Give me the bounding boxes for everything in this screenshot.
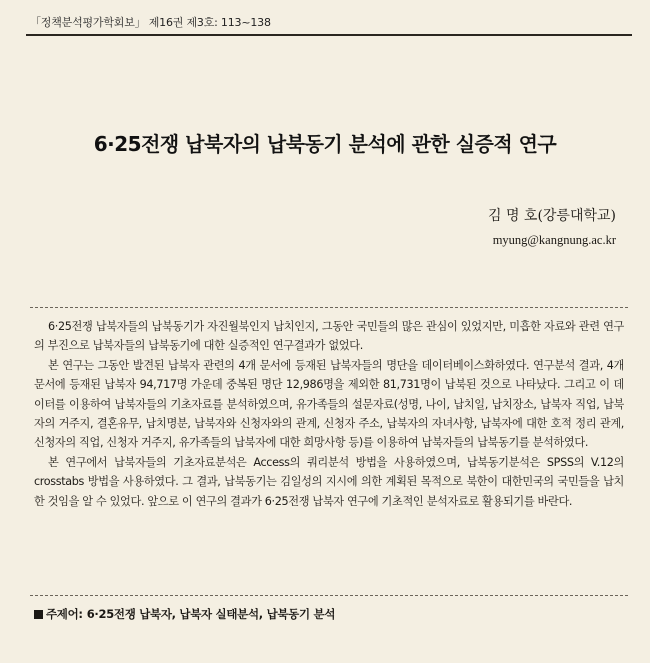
author-email: myung@kangnung.ac.kr [492, 233, 616, 247]
article-title: 6·25전쟁 납북자의 납북동기 분석에 관한 실증적 연구 [93, 132, 557, 156]
abstract-paragraph-1: 6·25전쟁 납북자들의 납북동기가 자진월북인지 납치인지, 그동안 국민들의 많은 관심이 있었지만, 미흡한 자료와 관련 연구의 부진으로 납북자들의 납북동기에 대한 실증적인 연구결과가 없었다. [34, 320, 624, 353]
keywords-top-rule [30, 595, 628, 596]
keywords [34, 606, 335, 622]
abstract-top-rule [30, 307, 628, 308]
author-line: 김 명 호(강릉대학교) [487, 208, 616, 224]
abstract-paragraph-3: 본 연구에서 납북자들의 기초자료분석은 Access의 쿼리분석 방법을 사용하였으며, 납북동기분석은 SPSS의 V.12의 crosstabs 방법을 사용하였다. 그 결과, 납북동기는 김일성의 지시에 의한 계획된 목적으로 북한이 대한민국의 국민들을 납치한 것임을 알 수 있었다. 앞으로 이 연구의 결과가 6·25전쟁 납북자 연구에 기초적인 분석자료로 활용되기를 바란다. [34, 455, 624, 508]
journal-header: 「정책분석평가학회보」 제16권 제3호: 113~138 [30, 16, 271, 29]
keywords-label: 주제어: [46, 607, 83, 621]
square-bullet-icon [34, 610, 43, 619]
abstract [34, 317, 624, 511]
keywords-text: 6·25전쟁 납북자, 납북자 실태분석, 납북동기 분석 [86, 607, 336, 621]
header-rule [26, 34, 632, 36]
abstract-paragraph-2: 본 연구는 그동안 발견된 납북자 관련의 4개 문서에 등재된 납북자들의 명단을 데이터베이스화하였다. 연구분석 결과, 4개 문서에 등재된 납북자 94,717명 가운데 중복된 명단 12,986명을 제외한 81,731명이 납북된 것으로 나타났다. 그리고 이 데이터를 이용하여 납북자들의 기초자료를 분석하였으며, 유가족들의 설문자료(성명, 나이, 납치일, 납치장소, 납북자 직업, 납북자의 거주지, 결혼유무, 납치명분, 납북자와 신청자와의 관계, 신청자 주소, 납북자의 자녀사항, 납북자에 대한 호적 정리 관계, 신청자의 직업, 신청자 거주지, 유가족들의 납북자에 대한 희망사항 등)를 이용하여 납북자들의 납북동기를 분석하였다. [34, 358, 624, 450]
